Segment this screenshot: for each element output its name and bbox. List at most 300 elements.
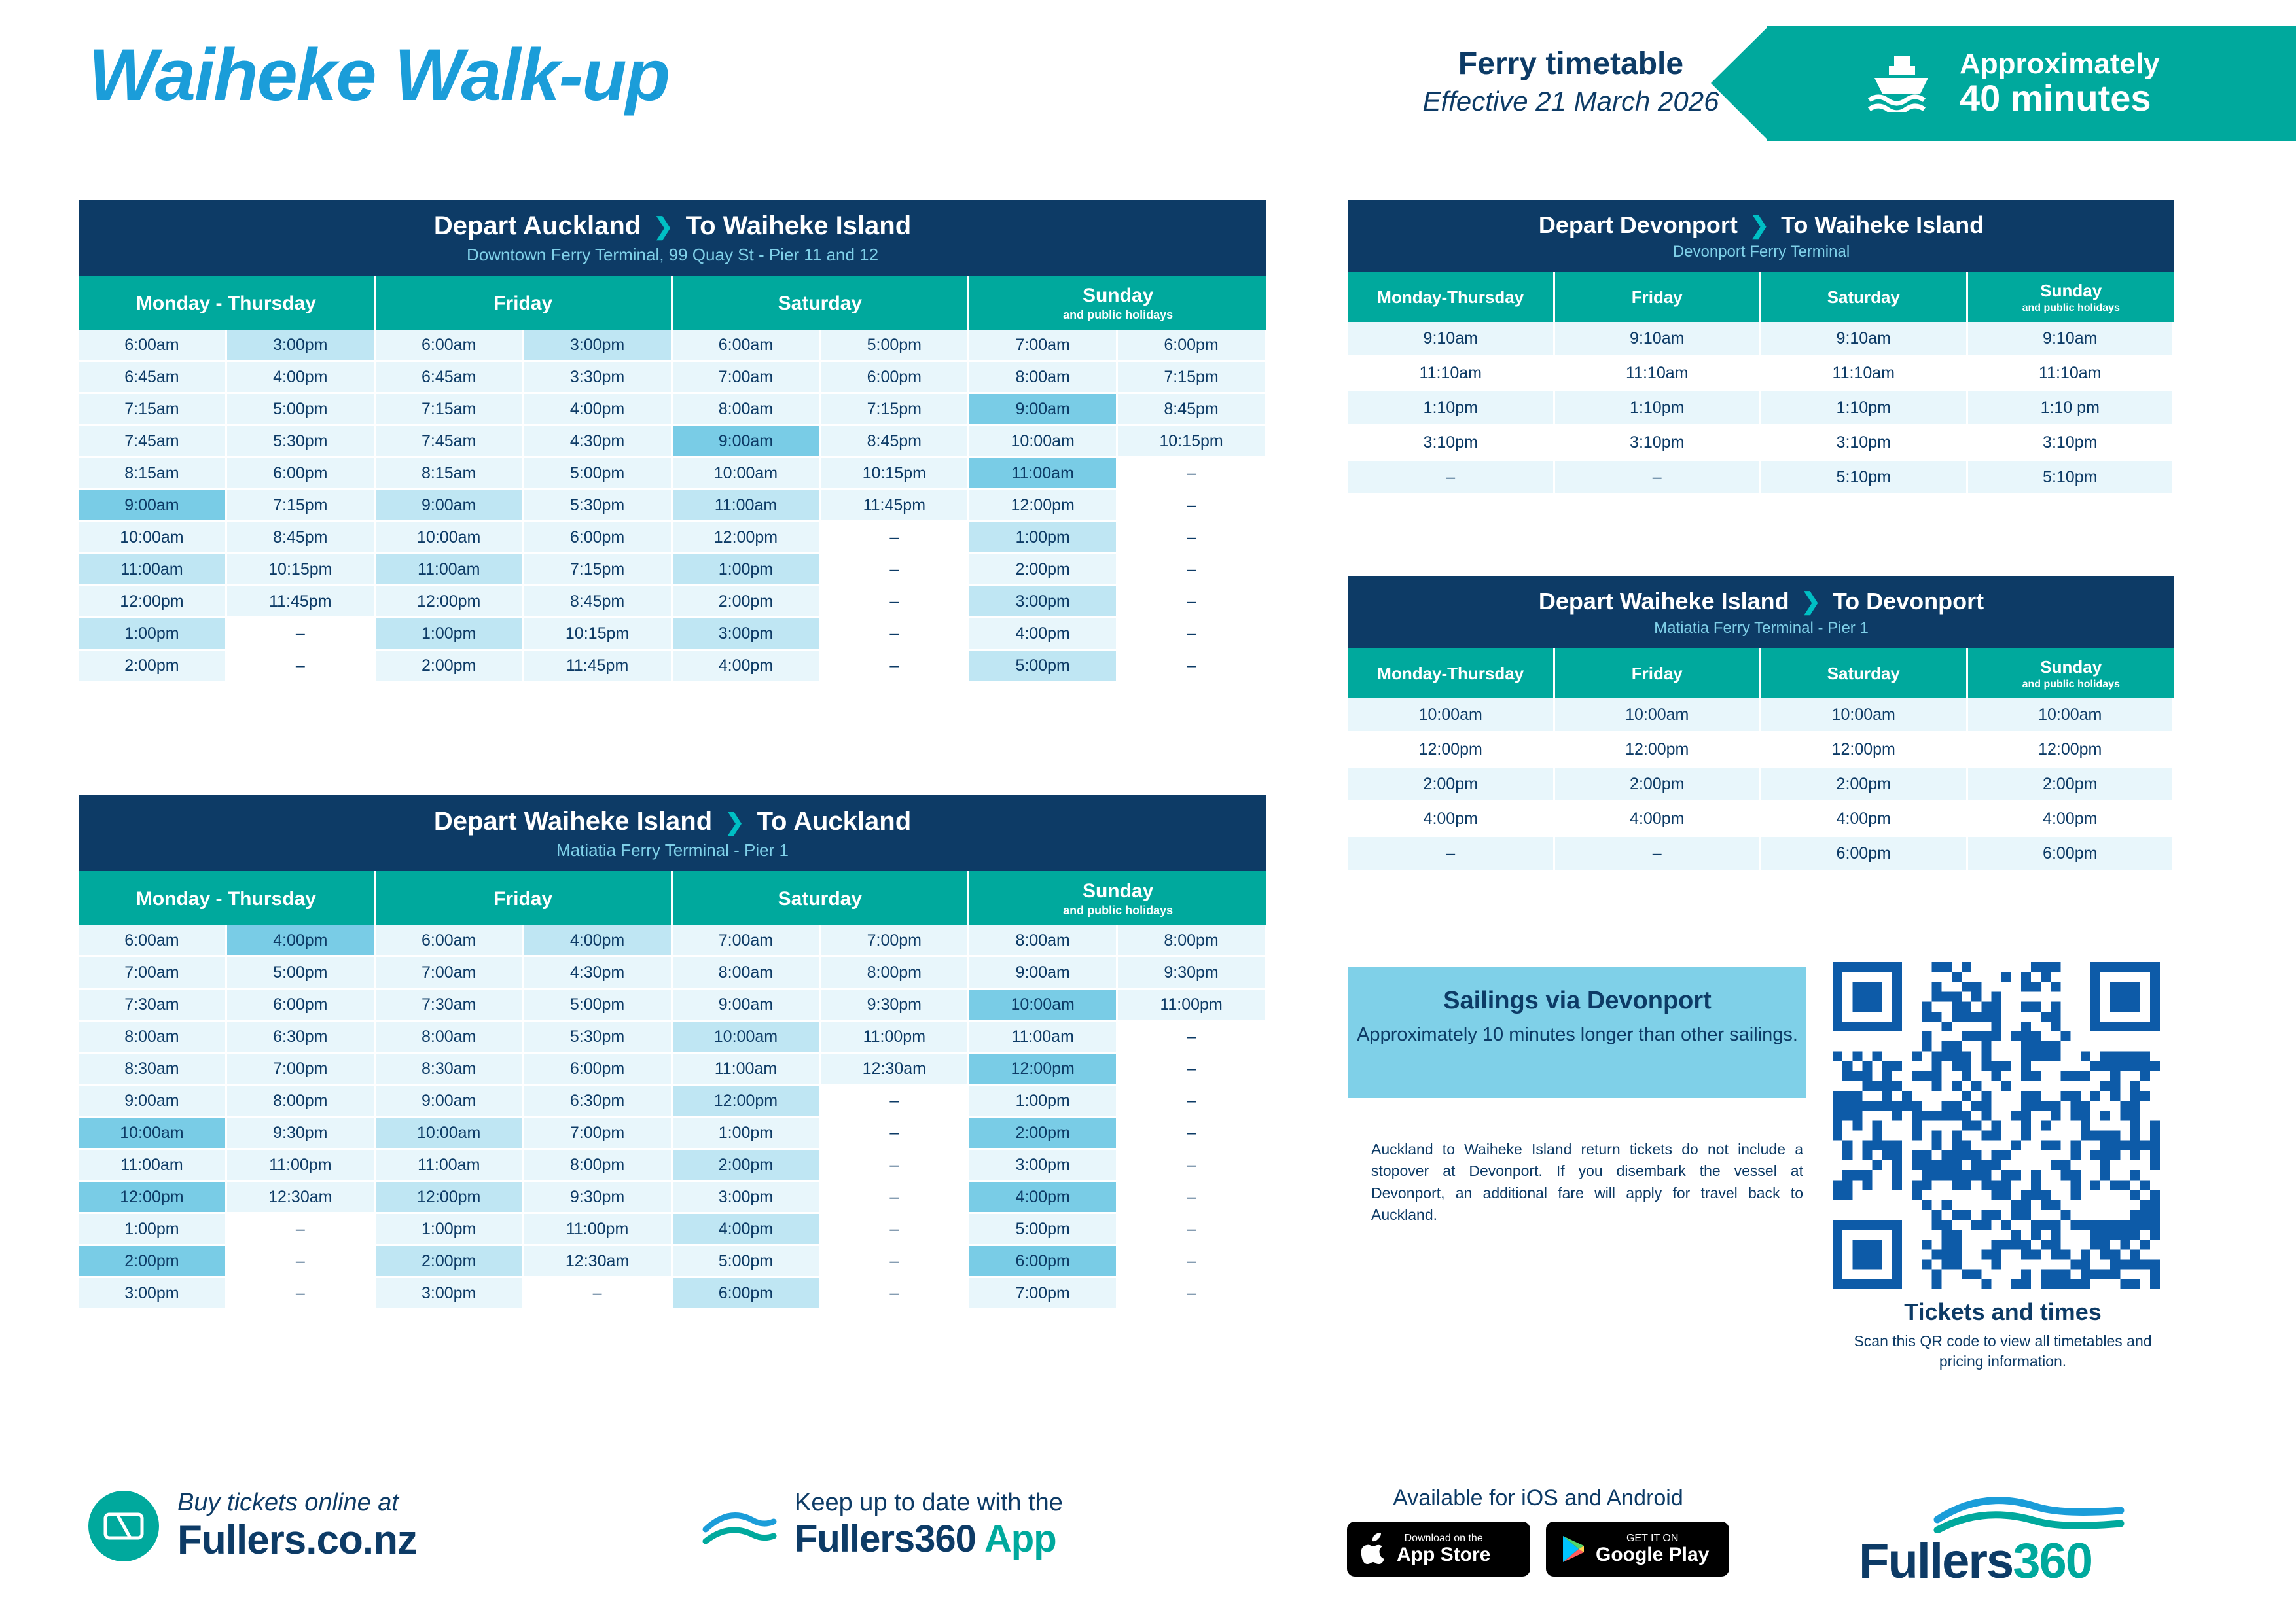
timetable-cell: 10:00am [79, 522, 227, 554]
timetable-cell: 5:00pm [821, 330, 969, 362]
timetable-cell: – [1118, 1214, 1266, 1246]
day-header-sublabel: and public holidays [1063, 904, 1174, 917]
timetable-cell: 6:00pm [1118, 330, 1266, 362]
table-subtitle: Matiatia Ferry Terminal - Pier 1 [1654, 619, 1869, 637]
timetable-cell: 3:10pm [1348, 426, 1555, 461]
buy-tickets-line1: Buy tickets online at [177, 1489, 399, 1516]
timetable-cell: 12:00pm [673, 1086, 821, 1118]
timetable-column [1968, 698, 2175, 872]
timetable-cell: 1:10pm [1348, 391, 1555, 426]
table-title-to: To Auckland [757, 807, 912, 836]
timetable-column [673, 330, 821, 683]
timetable-cell: 11:45pm [524, 651, 673, 683]
timetable-cell: – [1555, 837, 1762, 872]
ferry-icon [1865, 52, 1937, 115]
day-header-saturday [673, 871, 970, 925]
day-header-monday-thursday [79, 276, 376, 330]
timetable-cell: 4:00pm [1555, 802, 1762, 837]
timetable-cell: – [821, 586, 969, 618]
timetable-cell: 9:00am [673, 426, 821, 458]
timetable-cell: 9:10am [1555, 322, 1762, 357]
timetable-cell: 8:00pm [227, 1086, 376, 1118]
timetable-cell: – [821, 651, 969, 683]
timetable-cell: 7:30am [79, 990, 227, 1022]
timetable-cell: 1:10pm [1555, 391, 1762, 426]
timetable-cell: – [227, 1246, 376, 1278]
day-header-sublabel: and public holidays [2022, 302, 2120, 313]
timetable-cell: – [227, 1278, 376, 1310]
timetable-cell: 10:00am [376, 1118, 524, 1150]
timetable-column [1118, 925, 1266, 1310]
timetable-cell: 4:00pm [969, 1182, 1118, 1214]
logo-text-360: 360 [2013, 1533, 2092, 1589]
app-promo-line1: Keep up to date with the [795, 1489, 1063, 1516]
timetable-cell: 8:00am [79, 1022, 227, 1054]
timetable-cell: 3:00pm [673, 618, 821, 651]
day-header-label: Friday [493, 292, 553, 314]
day-header-monday-thursday [1348, 272, 1555, 322]
timetable-cell: – [821, 1182, 969, 1214]
timetable-cell: 3:30pm [524, 362, 673, 394]
timetable-cell: 6:45am [79, 362, 227, 394]
timetable-cell: 12:00pm [376, 586, 524, 618]
timetable-cell: – [821, 1214, 969, 1246]
table-title-to: To Waiheke Island [685, 211, 912, 240]
timetable-cell: 3:00pm [376, 1278, 524, 1310]
timetable-cell: 4:00pm [227, 925, 376, 957]
timetable-cell: 6:45am [376, 362, 524, 394]
timetable-cell: – [821, 1278, 969, 1310]
day-header-label: Saturday [1827, 664, 1900, 683]
timetable-cell: 7:15pm [1118, 362, 1266, 394]
timetable-cell: 2:00pm [969, 1118, 1118, 1150]
timetable-cell: 9:30pm [524, 1182, 673, 1214]
timetable-cell: 8:15am [79, 458, 227, 490]
timetable-cell: 5:30pm [524, 490, 673, 522]
timetable-cell: 9:10am [1968, 322, 2175, 357]
timetable-cell: – [1118, 1118, 1266, 1150]
timetable-cell: – [821, 618, 969, 651]
timetable-cell: 12:00pm [376, 1182, 524, 1214]
timetable-cell: – [821, 1086, 969, 1118]
timetable-cell: 2:00pm [1555, 768, 1762, 802]
day-header-label: Sunday [1082, 880, 1154, 902]
timetable-cell: 4:00pm [227, 362, 376, 394]
day-header-row [1348, 272, 2174, 322]
timetable-cell: 12:30am [821, 1054, 969, 1086]
timetable-cell: 12:00pm [1348, 733, 1555, 768]
timetable-cell: – [1555, 461, 1762, 495]
timetable-cell: 2:00pm [79, 1246, 227, 1278]
timetable-cell: 11:10am [1761, 357, 1968, 391]
day-header-monday-thursday [79, 871, 376, 925]
timetable-cell: 8:00am [673, 957, 821, 990]
timetable-cell: 11:00am [673, 1054, 821, 1086]
timetable-cell: 6:00pm [227, 990, 376, 1022]
qr-caption: Scan this QR code to view all timetables and pricing information. [1854, 1332, 2152, 1370]
timetable-cell: 8:45pm [821, 426, 969, 458]
timetable-column [821, 925, 969, 1310]
timetable-cell: 11:10am [1968, 357, 2175, 391]
timetable-cell: 8:45pm [1118, 394, 1266, 426]
timetable-column [79, 925, 227, 1310]
approx-duration-banner [1767, 26, 2296, 141]
timetable-cell: 7:00am [376, 957, 524, 990]
timetable-cell: 6:00am [79, 925, 227, 957]
timetable-cell: – [821, 1150, 969, 1182]
timetable-cell: 7:15am [376, 394, 524, 426]
timetable-cell: 10:00am [969, 990, 1118, 1022]
timetable-cell: 6:00pm [227, 458, 376, 490]
qr-section [1833, 962, 2173, 1372]
timetable-cell: – [227, 1214, 376, 1246]
timetable-cell: 4:00pm [1348, 802, 1555, 837]
timetable-cell: 11:45pm [821, 490, 969, 522]
timetable-cell: 3:10pm [1555, 426, 1762, 461]
timetable-column [227, 925, 376, 1310]
timetable-cell: 4:00pm [1761, 802, 1968, 837]
day-header-sublabel: and public holidays [2022, 679, 2120, 690]
timetable-cell: 3:00pm [524, 330, 673, 362]
timetable-cell: 1:00pm [79, 618, 227, 651]
timetable-cell: 1:00pm [969, 522, 1118, 554]
timetable-cell: 2:00pm [673, 1150, 821, 1182]
day-header-label: Friday [493, 887, 553, 910]
timetable-cell: 4:30pm [524, 957, 673, 990]
timetable-cell: 8:00am [673, 394, 821, 426]
timetable-cell: 12:00pm [673, 522, 821, 554]
timetable-cell: 9:10am [1348, 322, 1555, 357]
timetable-cell: – [1118, 1278, 1266, 1310]
day-header-label: Sunday [2040, 657, 2102, 677]
timetable-cell: 9:30pm [1118, 957, 1266, 990]
timetable-cell: 4:00pm [1968, 802, 2175, 837]
timetable-cell: – [227, 651, 376, 683]
timetable-cell: 8:00pm [1118, 925, 1266, 957]
timetable-cell: 5:00pm [969, 651, 1118, 683]
timetable-cell: – [1118, 522, 1266, 554]
timetable-cell: 5:00pm [524, 990, 673, 1022]
table-subtitle: Matiatia Ferry Terminal - Pier 1 [556, 840, 789, 860]
timetable-cell: 7:00am [969, 330, 1118, 362]
timetable-column [1348, 698, 1555, 872]
timetable-cell: 11:00pm [227, 1150, 376, 1182]
timetable-cell: 6:00am [79, 330, 227, 362]
timetable-cell: 11:00am [376, 1150, 524, 1182]
timetable-cell: 12:00pm [1555, 733, 1762, 768]
timetable-cell: 7:00pm [227, 1054, 376, 1086]
table-title-from: Depart Devonport [1538, 211, 1738, 238]
timetable-cell: 4:30pm [524, 426, 673, 458]
timetable-cell: 10:00am [673, 1022, 821, 1054]
timetable-cell: 7:45am [79, 426, 227, 458]
timetable-cell: 5:10pm [1761, 461, 1968, 495]
timetable-cell: 7:00pm [969, 1278, 1118, 1310]
table-depart-devonport [1348, 200, 2174, 495]
timetable-cell: 8:00am [969, 925, 1118, 957]
timetable-cell: 2:00pm [1761, 768, 1968, 802]
sailings-note: Auckland to Waiheke Island return tickets do not include a stopover at Devonport. If you disembark the vessel at Devonport, an additional fare will apply for travel back to Auckland. [1371, 1141, 1803, 1224]
timetable-cell: 11:10am [1555, 357, 1762, 391]
timetable-cell: 2:00pm [376, 651, 524, 683]
timetable-cell: 9:00am [969, 394, 1118, 426]
timetable-column [969, 330, 1118, 683]
app-brand: Fullers360 [795, 1518, 976, 1560]
logo-text-main: Fullers [1859, 1533, 2013, 1589]
buy-tickets-block[interactable] [88, 1489, 417, 1563]
fullers360-logo [1859, 1492, 2127, 1590]
fullers-swoosh-icon [700, 1489, 779, 1561]
google-play-badge[interactable] [1546, 1522, 1729, 1577]
timetable-cell: 10:00am [1968, 698, 2175, 733]
timetable-cell: 9:00am [376, 1086, 524, 1118]
timetable-cell: 3:00pm [79, 1278, 227, 1310]
timetable-cell: 4:00pm [673, 651, 821, 683]
timetable-column [1555, 322, 1762, 495]
timetable-cell: 1:00pm [969, 1086, 1118, 1118]
timetable-grid [1348, 698, 2174, 872]
day-header-sunday [969, 871, 1266, 925]
timetable-cell: 8:00am [376, 1022, 524, 1054]
timetable-cell: 7:45am [376, 426, 524, 458]
timetable-cell: 8:45pm [227, 522, 376, 554]
timetable-cell: – [1118, 490, 1266, 522]
timetable-cell: 7:00pm [524, 1118, 673, 1150]
buy-tickets-url: Fullers.co.nz [177, 1518, 417, 1563]
sailings-via-devonport-box [1348, 967, 1806, 1098]
timetable-cell: 9:30pm [227, 1118, 376, 1150]
timetable-cell: 12:30am [524, 1246, 673, 1278]
timetable-cell: 3:00pm [673, 1182, 821, 1214]
timetable-cell: 10:15pm [1118, 426, 1266, 458]
app-word: App [984, 1518, 1056, 1560]
timetable-cell: 10:15pm [524, 618, 673, 651]
timetable-cell: 8:30am [79, 1054, 227, 1086]
ferry-timetable-label: Ferry timetable [1458, 46, 1684, 81]
timetable-cell: 9:00am [79, 490, 227, 522]
table-title-from: Depart Auckland [433, 211, 641, 240]
timetable-cell: – [1348, 837, 1555, 872]
timetable-cell: 12:00pm [79, 1182, 227, 1214]
timetable-cell: 5:00pm [673, 1246, 821, 1278]
timetable-cell: 7:15pm [227, 490, 376, 522]
timetable-cell: 11:00pm [821, 1022, 969, 1054]
table-header [79, 200, 1266, 276]
day-header-friday [376, 276, 673, 330]
timetable-cell: 3:10pm [1761, 426, 1968, 461]
timetable-cell: 8:00pm [821, 957, 969, 990]
timetable-cell: 10:15pm [821, 458, 969, 490]
day-header-saturday [1761, 648, 1968, 698]
timetable-grid [79, 925, 1266, 1310]
day-header-label: Saturday [1827, 287, 1900, 307]
day-header-saturday [1761, 272, 1968, 322]
timetable-column [1968, 322, 2175, 495]
timetable-cell: 2:00pm [1968, 768, 2175, 802]
timetable-cell: – [1118, 586, 1266, 618]
effective-date: Effective 21 March 2026 [1422, 86, 1719, 116]
day-header-monday-thursday [1348, 648, 1555, 698]
timetable-cell: – [821, 1118, 969, 1150]
timetable-cell: 1:00pm [376, 618, 524, 651]
timetable-cell: 11:45pm [227, 586, 376, 618]
timetable-cell: – [1118, 554, 1266, 586]
timetable-cell: 2:00pm [79, 651, 227, 683]
table-subtitle: Downtown Ferry Terminal, 99 Quay St - Pier 11 and 12 [466, 245, 879, 264]
approx-line-2: 40 minutes [1960, 77, 2151, 119]
timetable-column [376, 925, 524, 1310]
timetable-cell: – [1118, 651, 1266, 683]
timetable-cell: 11:00pm [1118, 990, 1266, 1022]
timetable-cell: 11:00am [969, 458, 1118, 490]
timetable-cell: 8:15am [376, 458, 524, 490]
timetable-cell: 5:00pm [227, 394, 376, 426]
timetable-column [524, 330, 673, 683]
timetable-cell: 6:00pm [673, 1278, 821, 1310]
timetable-cell: 3:00pm [227, 330, 376, 362]
timetable-cell: 3:10pm [1968, 426, 2175, 461]
day-header-label: Monday - Thursday [135, 292, 316, 314]
timetable-cell: 6:00am [673, 330, 821, 362]
googleplay-big: Google Play [1596, 1544, 1710, 1566]
timetable-cell: – [1118, 1182, 1266, 1214]
table-depart-waiheke-auckland [79, 795, 1266, 1310]
timetable-cell: 8:00pm [524, 1150, 673, 1182]
timetable-cell: 12:00pm [1968, 733, 2175, 768]
table-title-to: To Waiheke Island [1781, 211, 1984, 238]
day-header-label: Monday-Thursday [1377, 287, 1524, 307]
chevron-right-icon: ❯ [725, 808, 745, 835]
timetable-cell: 6:00pm [1761, 837, 1968, 872]
timetable-cell: 7:00am [79, 957, 227, 990]
timetable-cell: 1:00pm [376, 1214, 524, 1246]
timetable-cell: 10:00am [79, 1118, 227, 1150]
timetable-cell: 9:00am [969, 957, 1118, 990]
qr-title: Tickets and times [1904, 1298, 2102, 1325]
timetable-cell: 7:00am [673, 925, 821, 957]
qr-code[interactable] [1833, 962, 2160, 1289]
timetable-cell: 10:00am [969, 426, 1118, 458]
chevron-right-icon: ❯ [653, 213, 673, 240]
timetable-cell: – [1118, 1150, 1266, 1182]
timetable-cell: 12:00pm [969, 1054, 1118, 1086]
day-header-label: Saturday [778, 292, 863, 314]
day-header-label: Friday [1631, 287, 1683, 307]
timetable-cell: – [1348, 461, 1555, 495]
timetable-cell: 9:00am [376, 490, 524, 522]
table-header [1348, 200, 2174, 272]
timetable-cell: 6:00am [376, 925, 524, 957]
timetable-cell: 1:00pm [79, 1214, 227, 1246]
timetable-grid [1348, 322, 2174, 495]
timetable-cell: 10:00am [376, 522, 524, 554]
day-header-label: Sunday [2040, 281, 2102, 300]
timetable-cell: 11:10am [1348, 357, 1555, 391]
timetable-cell: 7:15pm [524, 554, 673, 586]
day-header-friday [1555, 272, 1762, 322]
sailings-body: Approximately 10 minutes longer than other sailings. [1357, 1024, 1798, 1045]
timetable-column [821, 330, 969, 683]
timetable-cell: 3:00pm [969, 1150, 1118, 1182]
day-header-row [1348, 648, 2174, 698]
appstore-small: Download on the [1404, 1532, 1483, 1544]
timetable-cell: 1:00pm [673, 554, 821, 586]
timetable-cell: 12:00pm [969, 490, 1118, 522]
page-title: Waiheke Walk-up [88, 34, 669, 116]
timetable-cell: 4:00pm [673, 1214, 821, 1246]
timetable-cell: 5:00pm [227, 957, 376, 990]
timetable-cell: 7:00am [673, 362, 821, 394]
table-depart-auckland [79, 200, 1266, 683]
timetable-cell: – [1118, 1054, 1266, 1086]
day-header-sublabel: and public holidays [1063, 308, 1174, 321]
timetable-cell: 6:00pm [524, 1054, 673, 1086]
timetable-grid [79, 330, 1266, 683]
timetable-cell: 6:30pm [524, 1086, 673, 1118]
timetable-cell: 1:10pm [1761, 391, 1968, 426]
day-header-label: Friday [1631, 664, 1683, 683]
ticket-icon [88, 1491, 159, 1561]
timetable-cell: – [1118, 618, 1266, 651]
timetable-cell: 2:00pm [376, 1246, 524, 1278]
timetable-cell: 12:00pm [1761, 733, 1968, 768]
timetable-cell: 8:30am [376, 1054, 524, 1086]
table-title-to: To Devonport [1832, 588, 1984, 615]
timetable-cell: 9:00am [79, 1086, 227, 1118]
timetable-cell: 6:30pm [227, 1022, 376, 1054]
timetable-cell: 11:00pm [524, 1214, 673, 1246]
timetable-cell: 12:00pm [79, 586, 227, 618]
timetable-column [673, 925, 821, 1310]
timetable-cell: 7:30am [376, 990, 524, 1022]
timetable-cell: 7:15am [79, 394, 227, 426]
day-header-row [79, 276, 1266, 330]
timetable-column [1761, 698, 1968, 872]
timetable-column [79, 330, 227, 683]
app-promo-block [700, 1489, 1063, 1561]
googleplay-small: GET IT ON [1626, 1532, 1679, 1544]
timetable-cell: 8:00am [969, 362, 1118, 394]
footer [0, 1476, 2296, 1623]
timetable-cell: 4:00pm [524, 925, 673, 957]
timetable-cell: 6:00pm [524, 522, 673, 554]
timetable-cell: 10:00am [673, 458, 821, 490]
timetable-cell: – [821, 554, 969, 586]
timetable-cell: 8:45pm [524, 586, 673, 618]
timetable-cell: 2:00pm [969, 554, 1118, 586]
approx-line-1: Approximately [1960, 48, 2160, 80]
day-header-friday [376, 871, 673, 925]
day-header-label: Monday-Thursday [1377, 664, 1524, 683]
table-depart-waiheke-devonport [1348, 576, 2174, 872]
timetable-column [524, 925, 673, 1310]
timetable-cell: 7:00pm [821, 925, 969, 957]
appstore-big: App Store [1397, 1544, 1491, 1566]
timetable-cell: 9:10am [1761, 322, 1968, 357]
timetable-cell: 1:00pm [673, 1118, 821, 1150]
table-subtitle: Devonport Ferry Terminal [1672, 243, 1850, 260]
timetable-cell: 10:00am [1761, 698, 1968, 733]
timetable-cell: 6:00am [376, 330, 524, 362]
timetable-cell: 5:00pm [969, 1214, 1118, 1246]
timetable-cell: – [821, 522, 969, 554]
timetable-cell: 5:00pm [524, 458, 673, 490]
app-store-badge[interactable] [1347, 1522, 1530, 1577]
timetable-cell: – [227, 618, 376, 651]
timetable-column [1348, 322, 1555, 495]
timetable-cell: 1:10 pm [1968, 391, 2175, 426]
timetable-column [1761, 322, 1968, 495]
